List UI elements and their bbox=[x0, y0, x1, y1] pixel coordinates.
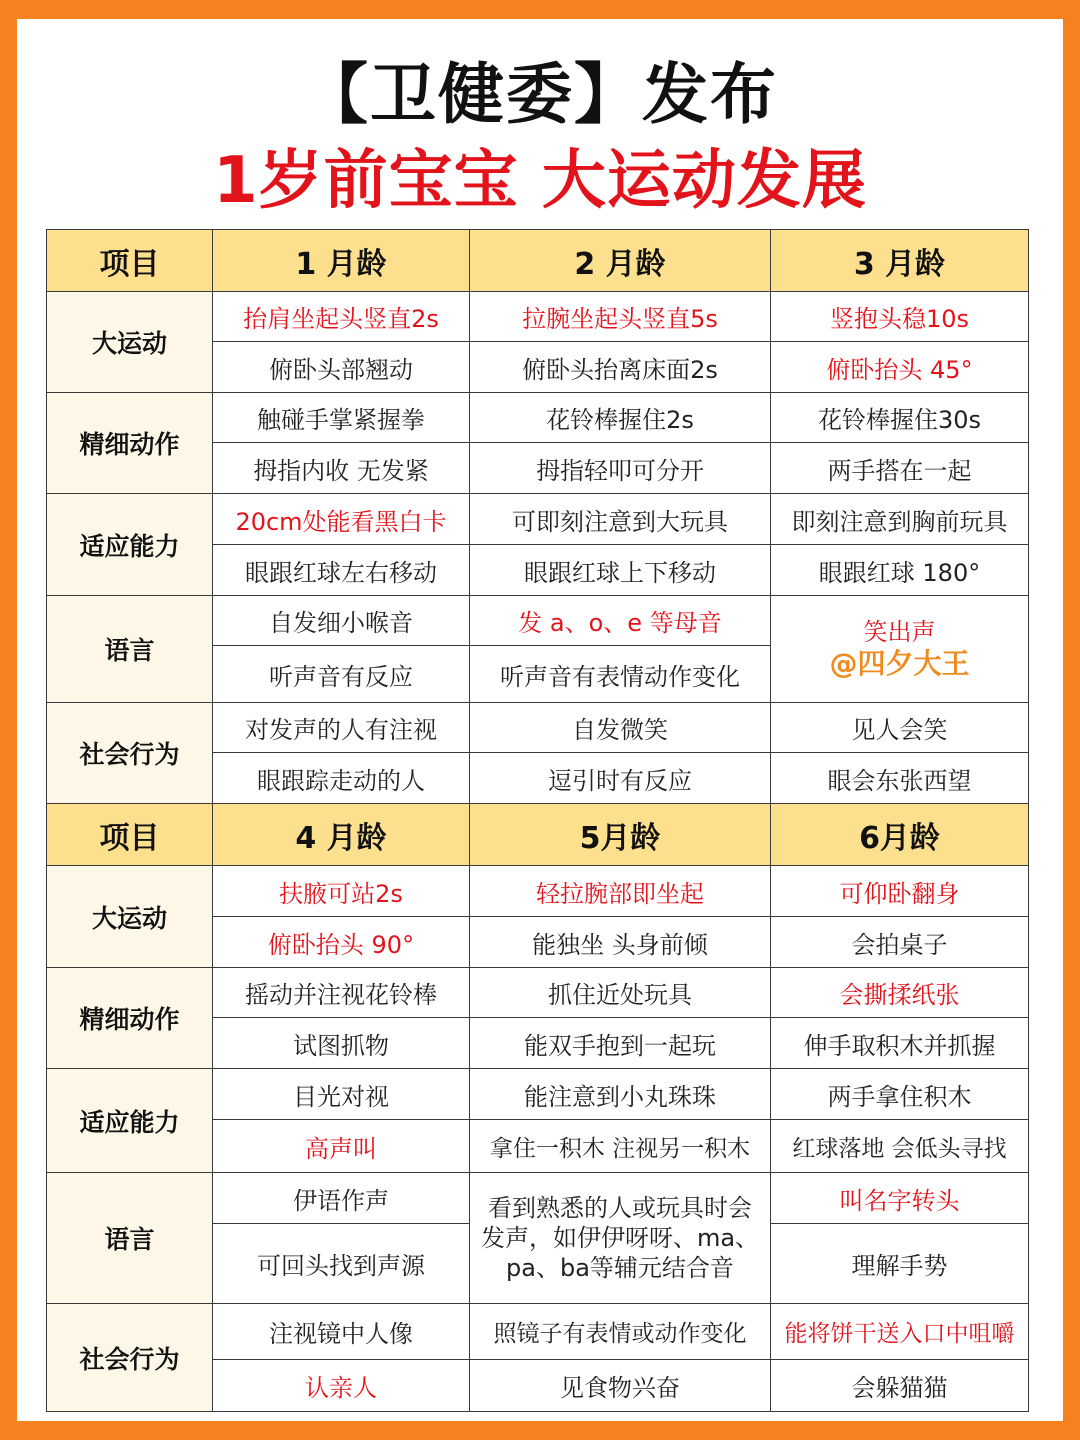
table-cell: 自发微笑 bbox=[470, 703, 771, 753]
table-cell: 逗引时有反应 bbox=[470, 753, 771, 804]
table-cell: 即刻注意到胸前玩具 bbox=[771, 494, 1029, 545]
author-watermark: @四夕大王 bbox=[829, 647, 970, 680]
table-cell: 高声叫 bbox=[213, 1120, 470, 1173]
table-cell: 发 a、o、e 等母音 bbox=[470, 596, 771, 646]
table-cell: 会拍桌子 bbox=[771, 917, 1029, 968]
category-adaptive: 适应能力 bbox=[47, 494, 213, 596]
header-month-3: 3 月龄 bbox=[771, 230, 1029, 292]
header-month-6: 6月龄 bbox=[771, 804, 1029, 866]
table-cell: 竖抱头稳10s bbox=[771, 292, 1029, 342]
cell-text-line: 发声，如伊伊呀呀、ma、 bbox=[480, 1224, 760, 1252]
table-cell: 拇指轻叩可分开 bbox=[470, 443, 771, 494]
table-cell: 伸手取积木并抓握 bbox=[771, 1018, 1029, 1069]
table-cell-merged bbox=[771, 596, 1029, 703]
category-language: 语言 bbox=[47, 596, 213, 703]
table-cell: 拿住一积木 注视另一积木 bbox=[470, 1120, 771, 1173]
category-gross-motor: 大运动 bbox=[47, 292, 213, 393]
table-cell: 红球落地 会低头寻找 bbox=[771, 1120, 1029, 1173]
table-row bbox=[47, 968, 1029, 1018]
table-cell: 俯卧头抬离床面2s bbox=[470, 342, 771, 393]
table-cell: 理解手势 bbox=[771, 1224, 1029, 1304]
table-row bbox=[47, 292, 1029, 342]
table-row bbox=[47, 703, 1029, 753]
cell-text-line: 看到熟悉的人或玩具时会 bbox=[488, 1194, 752, 1222]
table-cell: 拉腕坐起头竖直5s bbox=[470, 292, 771, 342]
table-cell: 见人会笑 bbox=[771, 703, 1029, 753]
table-row bbox=[47, 393, 1029, 443]
header-item: 项目 bbox=[47, 230, 213, 292]
table-cell: 能将饼干送入口中咀嚼 bbox=[771, 1304, 1029, 1360]
table-cell: 能独坐 头身前倾 bbox=[470, 917, 771, 968]
cell-text: 笑出声 bbox=[863, 618, 936, 646]
table-cell: 伊语作声 bbox=[213, 1173, 470, 1224]
category-fine-motor: 精细动作 bbox=[47, 968, 213, 1069]
header-month-4: 4 月龄 bbox=[213, 804, 470, 866]
table-cell: 拇指内收 无发紧 bbox=[213, 443, 470, 494]
table-cell: 试图抓物 bbox=[213, 1018, 470, 1069]
category-language: 语言 bbox=[47, 1173, 213, 1304]
table-cell: 两手搭在一起 bbox=[771, 443, 1029, 494]
header-month-2: 2 月龄 bbox=[470, 230, 771, 292]
table-cell: 扶腋可站2s bbox=[213, 866, 470, 917]
table-cell: 见食物兴奋 bbox=[470, 1360, 771, 1412]
table-cell: 注视镜中人像 bbox=[213, 1304, 470, 1360]
table-cell: 20cm处能看黑白卡 bbox=[213, 494, 470, 545]
table-cell: 俯卧抬头 90° bbox=[213, 917, 470, 968]
table-cell: 照镜子有表情或动作变化 bbox=[470, 1304, 771, 1360]
table-row bbox=[47, 596, 1029, 646]
category-fine-motor: 精细动作 bbox=[47, 393, 213, 494]
table-cell: 花铃棒握住2s bbox=[470, 393, 771, 443]
category-social: 社会行为 bbox=[47, 1304, 213, 1412]
table-cell: 自发细小喉音 bbox=[213, 596, 470, 646]
page bbox=[17, 19, 1063, 1421]
table-cell: 眼跟红球左右移动 bbox=[213, 545, 470, 596]
table-cell: 能注意到小丸珠珠 bbox=[470, 1069, 771, 1120]
table-cell: 两手拿住积木 bbox=[771, 1069, 1029, 1120]
table-cell: 目光对视 bbox=[213, 1069, 470, 1120]
table-cell: 能双手抱到一起玩 bbox=[470, 1018, 771, 1069]
table-cell: 俯卧头部翘动 bbox=[213, 342, 470, 393]
table-header-row bbox=[47, 230, 1029, 292]
page-subtitle: 1岁前宝宝 大运动发展 bbox=[213, 144, 867, 218]
category-adaptive: 适应能力 bbox=[47, 1069, 213, 1173]
table-cell: 触碰手掌紧握拳 bbox=[213, 393, 470, 443]
development-table bbox=[46, 229, 1029, 1412]
category-social: 社会行为 bbox=[47, 703, 213, 804]
table-cell: 可即刻注意到大玩具 bbox=[470, 494, 771, 545]
page-title: 【卫健委】发布 bbox=[302, 56, 778, 133]
table-cell: 听声音有反应 bbox=[213, 646, 470, 703]
table-row bbox=[47, 866, 1029, 917]
table-cell: 花铃棒握住30s bbox=[771, 393, 1029, 443]
table-cell: 眼跟红球上下移动 bbox=[470, 545, 771, 596]
table-row bbox=[47, 1173, 1029, 1224]
header-month-5: 5月龄 bbox=[470, 804, 771, 866]
table-cell: 叫名字转头 bbox=[771, 1173, 1029, 1224]
table-cell: 摇动并注视花铃棒 bbox=[213, 968, 470, 1018]
table-cell: 俯卧抬头 45° bbox=[771, 342, 1029, 393]
table-cell: 眼会东张西望 bbox=[771, 753, 1029, 804]
table-cell: 认亲人 bbox=[213, 1360, 470, 1412]
table-header-row bbox=[47, 804, 1029, 866]
table-cell-merged bbox=[470, 1173, 771, 1304]
header-item: 项目 bbox=[47, 804, 213, 866]
table-cell: 对发声的人有注视 bbox=[213, 703, 470, 753]
table-cell: 听声音有表情动作变化 bbox=[470, 646, 771, 703]
table-cell: 抓住近处玩具 bbox=[470, 968, 771, 1018]
table-row bbox=[47, 1069, 1029, 1120]
table-row bbox=[47, 494, 1029, 545]
cell-text-line: pa、ba等辅元结合音 bbox=[506, 1254, 734, 1282]
table-cell: 会撕揉纸张 bbox=[771, 968, 1029, 1018]
category-gross-motor: 大运动 bbox=[47, 866, 213, 968]
table-cell: 眼跟红球 180° bbox=[771, 545, 1029, 596]
table-cell: 可仰卧翻身 bbox=[771, 866, 1029, 917]
table-cell: 抬肩坐起头竖直2s bbox=[213, 292, 470, 342]
table-cell: 眼跟踪走动的人 bbox=[213, 753, 470, 804]
table-cell: 可回头找到声源 bbox=[213, 1224, 470, 1304]
table-row bbox=[47, 1304, 1029, 1360]
header-month-1: 1 月龄 bbox=[213, 230, 470, 292]
table-cell: 轻拉腕部即坐起 bbox=[470, 866, 771, 917]
table-cell: 会躲猫猫 bbox=[771, 1360, 1029, 1412]
